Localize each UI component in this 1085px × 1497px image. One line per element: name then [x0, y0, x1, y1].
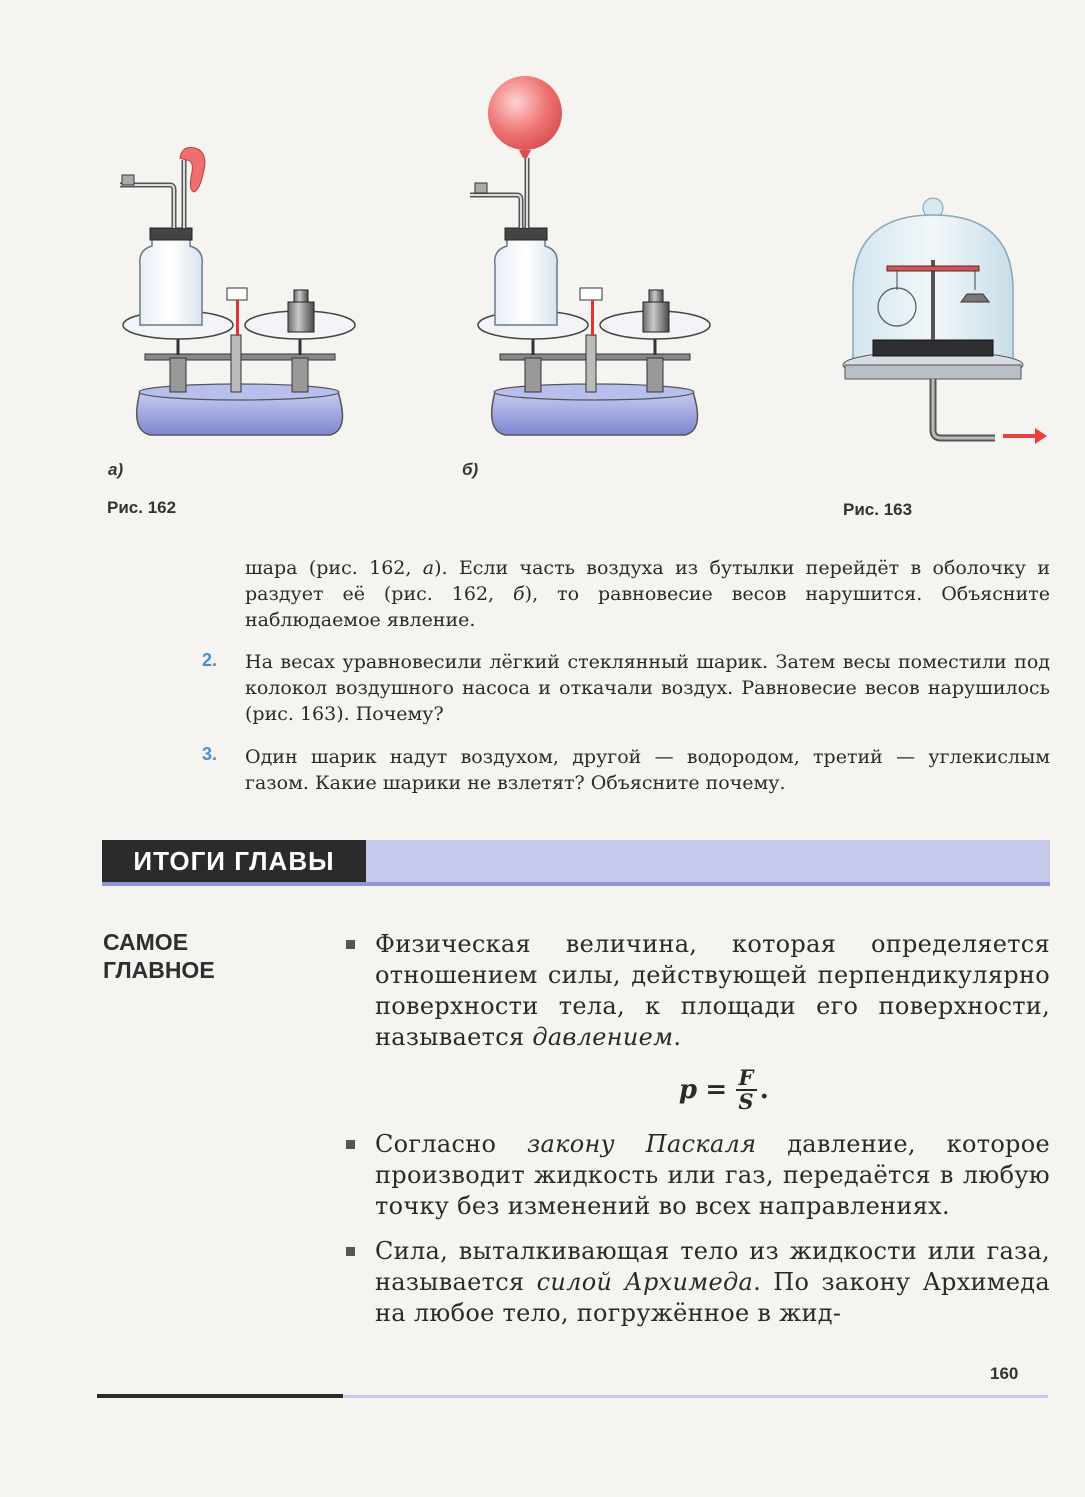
bullet-square-icon [346, 940, 355, 949]
figure-162a-label: а) [108, 460, 124, 479]
figure-162a-illustration [100, 130, 370, 445]
question-3-number: 3. [202, 744, 218, 764]
question-3-text: Один шарик надут воздухом, другой — водородом, третий — углекислым газом. Какие шарики не взлетят? Объясните почему. [245, 746, 1050, 794]
bullet-square-icon [346, 1247, 355, 1256]
summary-bullet-1: Физическая величина, которая определяется отношением силы, действующей перпендикулярно поверхности тела, к площади его поверхности, называется давлением. [338, 929, 1050, 1053]
figure-163-illustration [835, 190, 1055, 450]
question-1-continuation: шара (рис. 162, а). Если часть воздуха из бутылки перейдёт в оболочку и раздует её (рис. 162, б), то равновесие весов нарушится. Объясните наблюдаемое явление. [245, 557, 1051, 631]
figure-162-caption: Рис. 162 [107, 498, 177, 517]
pressure-formula: p = $\frac{F}{S}$ . [678, 1065, 770, 1114]
figure-162b-label: б) [462, 460, 479, 479]
bullet-square-icon [346, 1140, 355, 1149]
summary-bullet-3: Сила, выталкивающая тело из жидкости или газа, называется силой Архимеда. По закону Архимеда на любое тело, погружённое в жид- [338, 1236, 1050, 1329]
footer-rule-dark [97, 1394, 343, 1398]
section-header-title: ИТОГИ ГЛАВЫ [102, 840, 366, 882]
summary-list [338, 929, 1050, 1343]
side-heading-line2: ГЛАВНОЕ [103, 957, 215, 983]
figure-162b-illustration [455, 70, 725, 445]
side-heading-line1: САМОЕ [103, 929, 189, 955]
footer-rule-light [343, 1395, 1048, 1398]
question-2-number: 2. [202, 650, 218, 670]
figure-163-caption: Рис. 163 [843, 500, 913, 519]
question-2-text: На весах уравновесили лёгкий стеклянный шарик. Затем весы поместили под колокол воздушного насоса и откачали воздух. Равновесие весов нарушилось (рис. 163). Почему? [245, 651, 1050, 725]
side-heading [103, 928, 215, 984]
page-number: 160 [990, 1364, 1019, 1383]
summary-bullet-2: Согласно закону Паскаля давление, которое производит жидкость или газ, передаётся в любую точку без изменений во всех направлениях. [338, 1129, 1050, 1222]
